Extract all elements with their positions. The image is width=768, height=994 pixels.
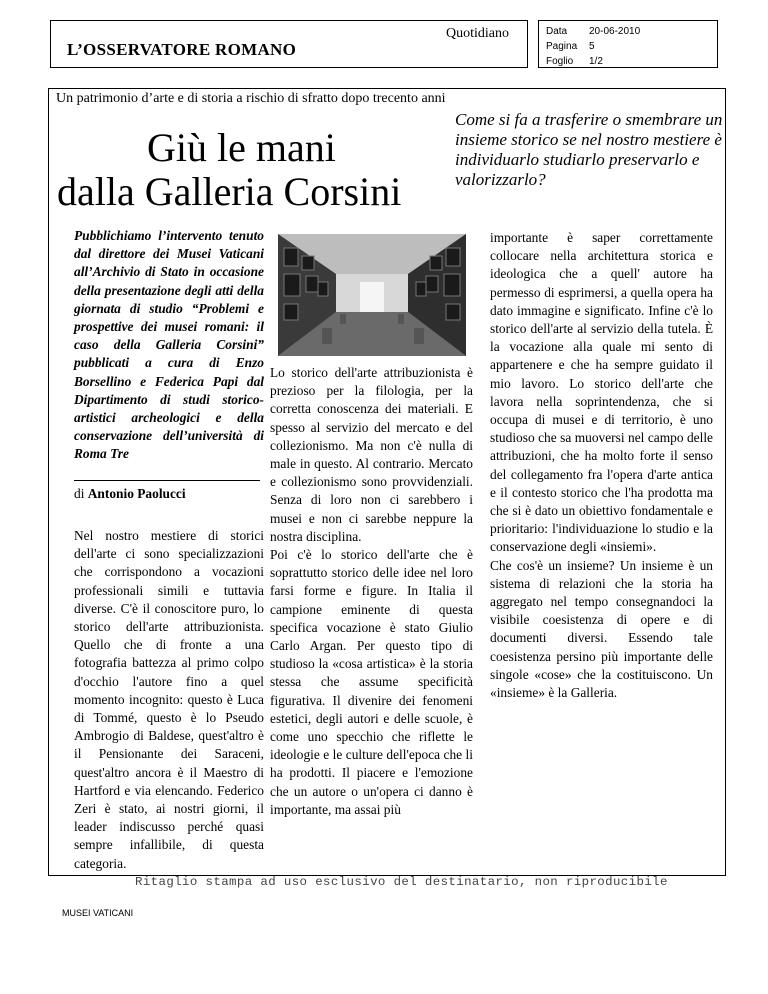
gallery-photo — [278, 234, 466, 356]
column-2 — [270, 364, 473, 864]
article-kicker: Un patrimonio d’arte e di storia a rischio di sfratto dopo trecento anni — [56, 91, 446, 106]
intro-paragraph: Pubblichiamo l’intervento tenuto dal direttore dei Musei Vaticani all’Archivio di Stato in occasione della presentazione degli atti della giornata di studio “Problemi e prospettive dei musei romani: il caso della Galleria Corsini” pubblicati a cura di Enzo Borsellino e Federica Papi dal Dipartimento di studi storico-artistici archeologici e della conservazione dell’università di Roma Tre — [74, 228, 264, 462]
meta-label-data: Data — [546, 26, 568, 37]
pull-quote: Come si fa a trasferire o smembrare un insieme storico se nel nostro mestiere è individuarlo studiarlo preservarlo e valorizzarlo? — [455, 110, 723, 189]
headline-line-1: Giù le mani — [147, 125, 336, 170]
author-name: Antonio Paolucci — [87, 486, 186, 501]
column-3-paragraph-2: Che cos'è un insieme? Un insieme è un sistema di relazioni che la storia ha aggregato nel tempo consegnandoci la visibile coesistenza di opere e di documenti diversi. Essendo tale coesistenza persino più importante delle singole «cose» che la costituiscono. Un «insieme» è la Galleria. — [490, 557, 713, 701]
meta-label-pagina: Pagina — [546, 41, 578, 52]
source-tag: MUSEI VATICANI — [62, 908, 134, 918]
headline-line-2: dalla Galleria Corsini — [57, 169, 402, 214]
column-3-paragraph-1: importante è saper correttamente collocare nella architettura storica e ideologica che a quell' autore ha permesso di esprimersi, a quella opera ha dato immagine e significato. Infine c'è lo storico dell'arte al servizio della tutela. È la vocazione alla quale mi sento di appartenere e che ha sempre guidato il mio lavoro. Lo storico dell'arte che lavora nella soprintendenza, che si occupa di musei e di territorio, è uno studioso che sa muoversi nel campo delle attribuzioni, che ha molto forte il senso del collegamento fra l'opera d'arte antica e il contesto storico che l'ha prodotta ma che si è dato un obiettivo fondamentale e prioritario: l'individuazione lo studio e la conservazione degli «insiemi». — [490, 230, 713, 555]
divider — [74, 480, 260, 481]
reproduction-notice: Ritaglio stampa ad uso esclusivo del destinatario, non riproducibile — [135, 875, 668, 889]
column-3 — [490, 229, 713, 866]
publication-name: L’OSSERVATORE ROMANO — [67, 40, 297, 59]
byline-prefix: di — [74, 486, 88, 501]
publication-type: Quotidiano — [446, 26, 509, 41]
meta-value-data: 20-06-2010 — [589, 26, 641, 37]
column-2-paragraph-1: Lo storico dell'arte attribuzionista è prezioso per la filologia, per la corretta conoscenza dei materiali. E spesso al servizio del mercato e del collezionismo. Ma non c'è nulla di male in questo. Al contrario. Mercato e collezionismo sono provvidenziali. Senza di loro non ci sarebbero i musei e non ci sarebbe neppure la nostra disciplina. — [270, 365, 473, 544]
meta-label-foglio: Foglio — [546, 56, 574, 67]
byline — [74, 486, 186, 502]
meta-value-pagina: 5 — [589, 41, 595, 52]
column-2-paragraph-2: Poi c'è lo storico dell'arte che è soprattutto storico delle idee nel loro farsi forme e figure. In Italia il campione eminente di questa specifica vocazione è stato Giulio Carlo Argan. Per questo tipo di studioso la «cosa artistica» è la storia stessa che assume specificità figurativa. Il divenire dei fenomeni estetici, degli autori e delle scuole, è come uno specchio che riflette le ideologie e le culture dell'epoca che li ha prodotti. Il piacere e l'emozione che un autore o un'opera ci danno è importante, ma assai più — [270, 547, 473, 817]
meta-value-foglio: 1/2 — [589, 56, 603, 67]
column-1 — [74, 527, 264, 871]
column-1-text: Nel nostro mestiere di storici dell'arte ci sono specializzazioni che corrispondono a vocazioni professionali simili e tuttavia diverse. C'è il conoscitore puro, lo storico dell'arte attribuzionista. Quello che di fronte a una fotografia battezza al primo colpo d'occhio l'autore fino a quel momento incognito: questo è Luca di Tommé, questo è lo Pseudo Ambrogio di Baldese, quest'altro è il Pensionante dei Saraceni, quest'altro ancora è il Maestro di Hartford e via elencando. Federico Zeri è stato, ai nostri giorni, il leader indiscusso perché quasi sempre infallibile, di questa categoria. — [74, 528, 264, 871]
